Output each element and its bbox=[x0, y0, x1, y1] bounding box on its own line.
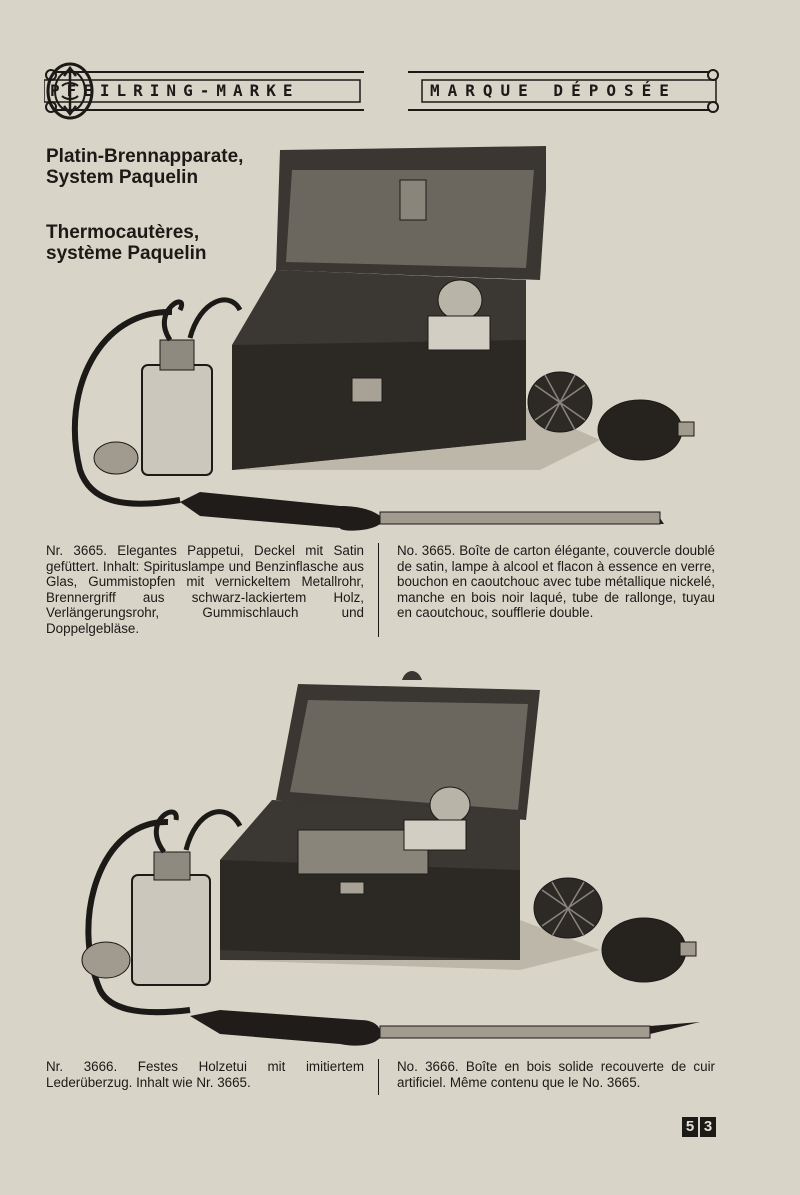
german-title-line1: Platin-Brennapparate, bbox=[46, 146, 244, 167]
spirit-lamp bbox=[132, 875, 210, 985]
illustration-3665 bbox=[40, 140, 760, 535]
trademark-band bbox=[44, 62, 720, 120]
description-german-3665: Nr. 3665. Elegantes Pappetui, Deckel mit Satin gefüttert. Inhalt: Spirituslampe und Benzinflasche aus Glas, Gummistopfen mit vernickeltem Metallrohr, Brennergriff aus schwarz-lackiertem Holz, Verlängerungsrohr, Gummischlauch und Doppelgebläse. bbox=[46, 543, 364, 636]
german-title-line2: System Paquelin bbox=[46, 167, 199, 188]
french-title-line1: Thermocautères, bbox=[46, 222, 200, 243]
illustration-3666 bbox=[40, 660, 760, 1055]
band-left-label: PFEILRING-MARKE bbox=[50, 81, 300, 100]
page-number-digit: 3 bbox=[700, 1117, 716, 1137]
product-3665-description bbox=[46, 543, 722, 637]
description-french-3666: No. 3666. Boîte en bois solide recouverte de cuir artificiel. Même contenu que le No. 3665. bbox=[397, 1059, 715, 1090]
description-german-3666: Nr. 3666. Festes Holzetui mit imitiertem Lederüberzug. Inhalt wie Nr. 3665. bbox=[46, 1059, 364, 1090]
spirit-lamp bbox=[142, 365, 212, 475]
product-3666-description bbox=[46, 1059, 722, 1095]
page-number bbox=[682, 1117, 716, 1137]
arrow-ring-logo-icon bbox=[44, 62, 96, 120]
burner-handle bbox=[180, 492, 664, 531]
band-right-label: MARQUE DÉPOSÉE bbox=[430, 81, 677, 100]
description-french-3665: No. 3665. Boîte de carton élégante, couvercle doublé de satin, lampe à alcool et flacon à essence en verre, bouchon en caoutchouc avec tube métallique nickelé, manche en bois noir laqué, tube de rallonge, tuyau en caoutchouc, soufflerie double. bbox=[397, 543, 715, 621]
page-number-digit: 5 bbox=[682, 1117, 698, 1137]
band-right-text bbox=[422, 80, 677, 102]
french-title-line2: système Paquelin bbox=[46, 243, 207, 264]
